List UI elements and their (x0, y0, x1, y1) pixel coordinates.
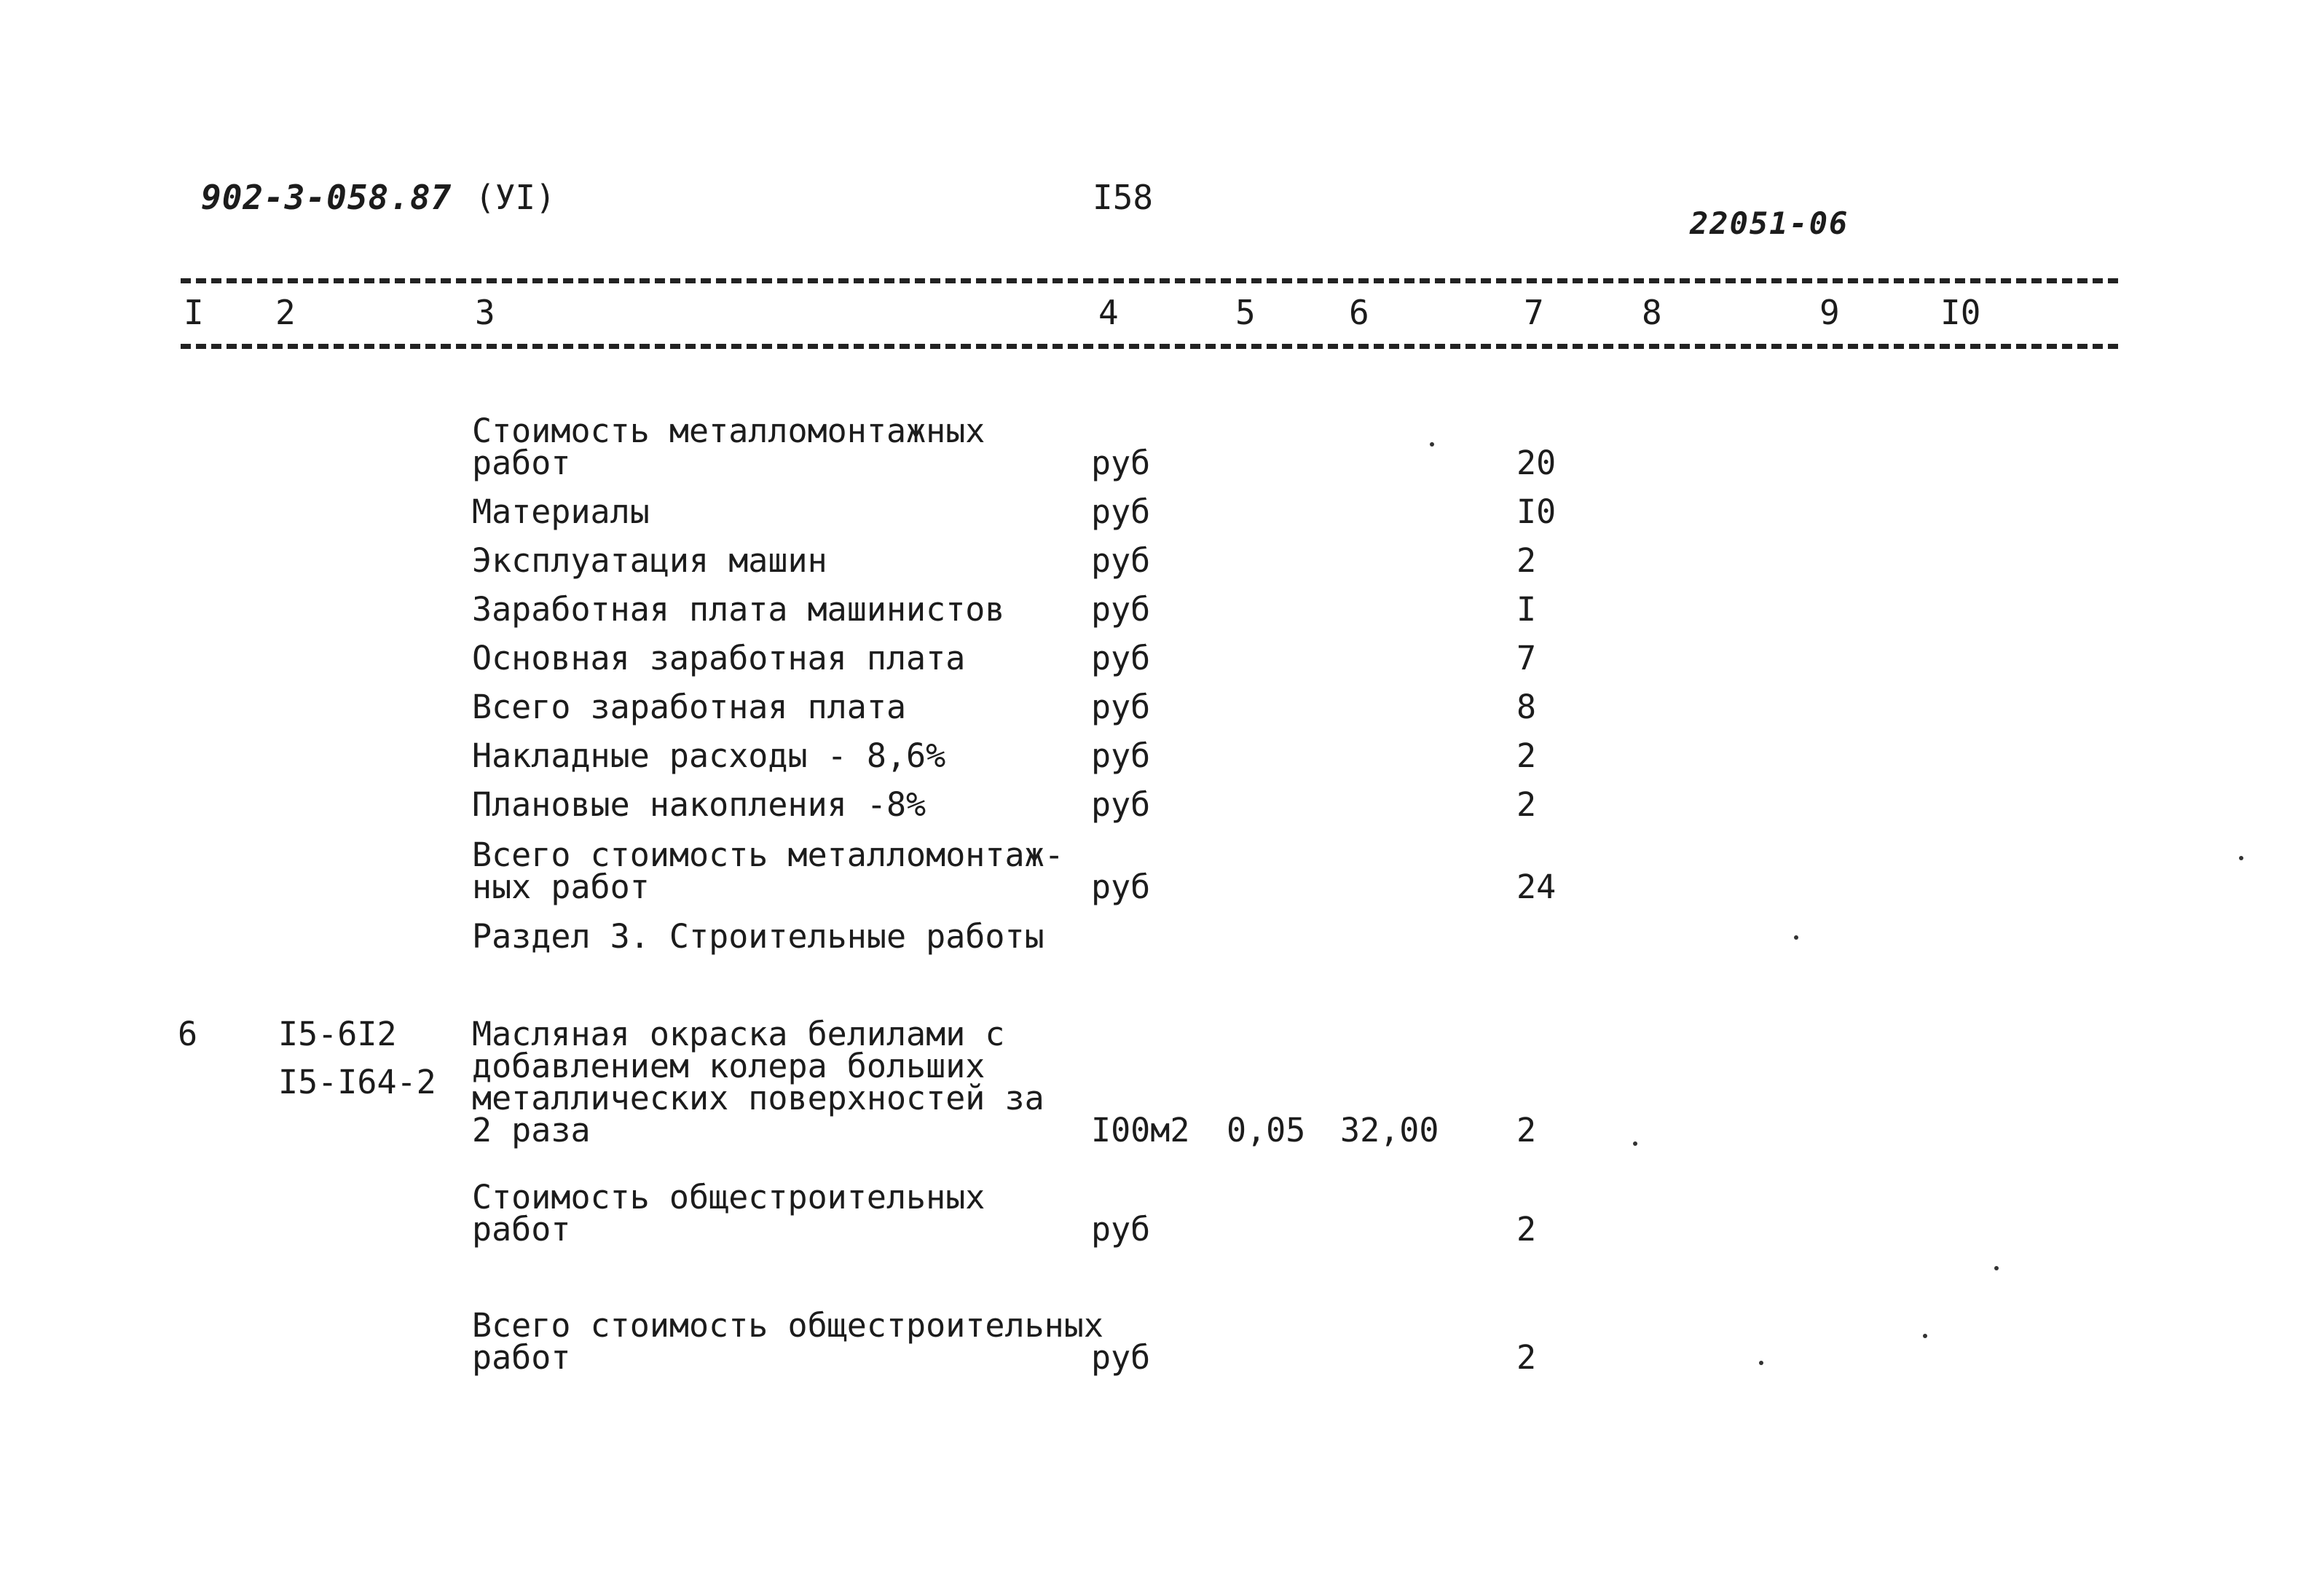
row-unit-base-wages: руб (1091, 639, 1151, 677)
row-total-materials: I0 (1516, 492, 1557, 531)
general-works-unit: руб (1091, 1210, 1151, 1249)
header-rule-bottom (181, 344, 2118, 349)
row-desc-metal-works-total: Всего стоимость металломонтаж- ных работ (472, 836, 1064, 906)
row-desc-overhead: Накладные расходы - 8,6% (472, 736, 946, 775)
item-unit-price: 32,00 (1340, 1111, 1439, 1149)
row-unit-overhead: руб (1091, 736, 1151, 775)
general-works-description: Стоимость общестроительных работ (472, 1178, 985, 1249)
item-number: 6 (178, 1015, 198, 1053)
header-rule-top (181, 278, 2118, 283)
scan-speck (1633, 1141, 1637, 1146)
item-code-secondary: I5-I64-2 (278, 1063, 436, 1101)
column-number-7: 7 (1524, 293, 1544, 332)
row-desc-base-wages: Основная заработная плата (472, 639, 966, 677)
sheet-part: (УI) (475, 178, 556, 217)
item-unit: I00м2 (1091, 1111, 1190, 1149)
grand-total-unit: руб (1091, 1338, 1151, 1377)
row-total-overhead: 2 (1516, 736, 1537, 775)
scan-speck (1794, 935, 1798, 940)
column-number-6: 6 (1349, 293, 1369, 332)
row-total-metal-works-total: 24 (1516, 868, 1557, 906)
row-desc-materials: Материалы (472, 492, 650, 531)
inventory-stamp: 22051-06 (1690, 205, 1849, 241)
column-number-9: 9 (1819, 293, 1840, 332)
scan-speck (1994, 1266, 1999, 1270)
section-title: Раздел 3. Строительные работы (472, 917, 1044, 956)
row-unit-planned-savings: руб (1091, 785, 1151, 824)
grand-total-description: Всего стоимость общестроительных работ (472, 1306, 1103, 1377)
row-unit-total-wages: руб (1091, 688, 1151, 726)
row-total-total-wages: 8 (1516, 688, 1537, 726)
column-number-8: 8 (1642, 293, 1662, 332)
row-unit-metal-works-cost: руб (1091, 444, 1151, 482)
column-number-4: 4 (1098, 293, 1119, 332)
document-code: 902-3-058.87 (201, 178, 452, 217)
row-desc-machine-operation: Эксплуатация машин (472, 541, 827, 580)
grand-total-value: 2 (1516, 1338, 1537, 1377)
item-quantity: 0,05 (1227, 1111, 1306, 1149)
row-desc-metal-works-cost: Стоимость металломонтажных работ (472, 412, 985, 482)
item-description: Масляная окраска белилами с добавлением колера больших металлических поверхностей за 2 раза (472, 1015, 1044, 1149)
column-number-2: 2 (275, 293, 296, 332)
row-total-operator-wages: I (1516, 590, 1537, 629)
scan-speck (1923, 1334, 1927, 1338)
item-total: 2 (1516, 1111, 1537, 1149)
row-unit-operator-wages: руб (1091, 590, 1151, 629)
row-total-metal-works-cost: 20 (1516, 444, 1557, 482)
row-desc-total-wages: Всего заработная плата (472, 688, 907, 726)
row-total-planned-savings: 2 (1516, 785, 1537, 824)
column-number-1: I (184, 293, 204, 332)
column-number-5: 5 (1235, 293, 1256, 332)
row-total-machine-operation: 2 (1516, 541, 1537, 580)
item-code-primary: I5-6I2 (278, 1015, 397, 1053)
scan-speck (2239, 856, 2243, 860)
row-unit-materials: руб (1091, 492, 1151, 531)
general-works-total: 2 (1516, 1210, 1537, 1249)
column-number-3: 3 (475, 293, 495, 332)
scan-speck (1759, 1361, 1763, 1365)
row-unit-machine-operation: руб (1091, 541, 1151, 580)
page-number: I58 (1093, 178, 1154, 217)
column-number-10: I0 (1940, 293, 1981, 332)
row-total-base-wages: 7 (1516, 639, 1537, 677)
row-desc-planned-savings: Плановые накопления -8% (472, 785, 926, 824)
row-desc-operator-wages: Заработная плата машинистов (472, 590, 1005, 629)
row-unit-metal-works-total: руб (1091, 868, 1151, 906)
scan-speck (1430, 442, 1434, 447)
